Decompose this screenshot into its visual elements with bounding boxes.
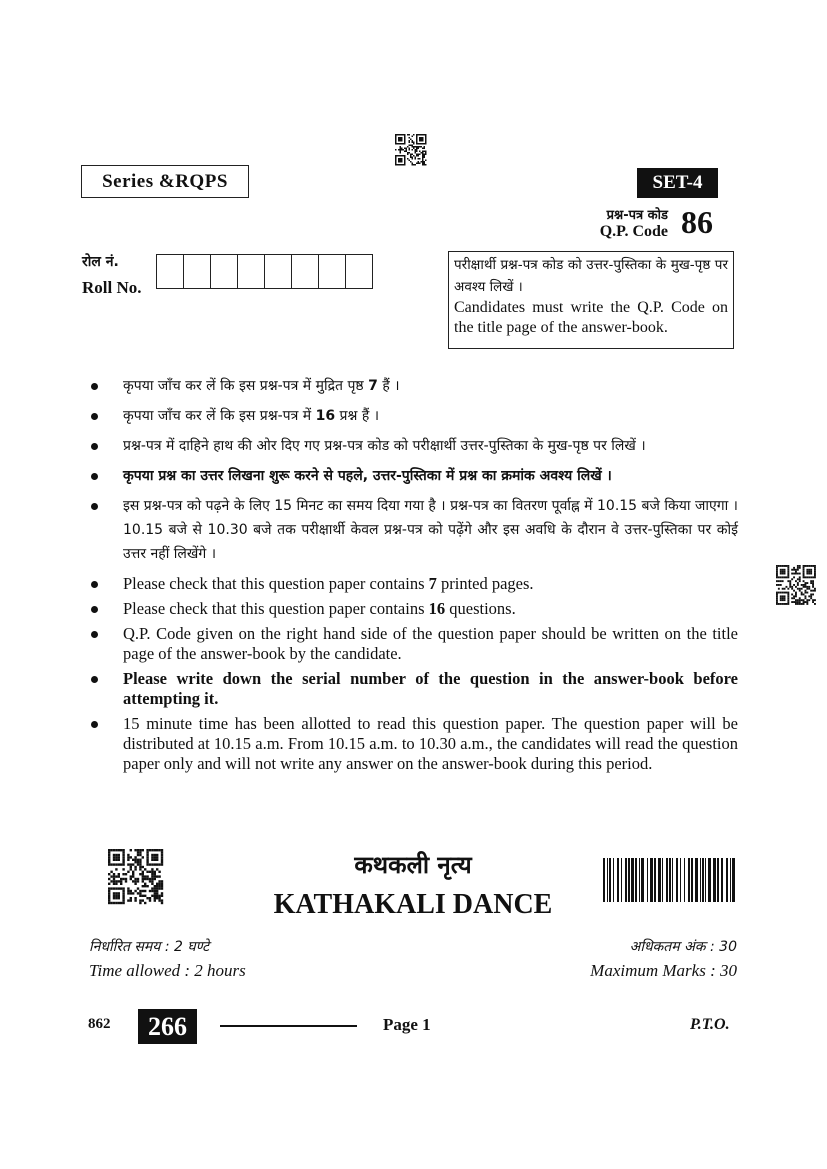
roll-number-cell[interactable] [237,254,265,289]
time-allowed-english: Time allowed : 2 hours [89,961,246,980]
instructions-english [86,574,738,779]
qr-code-icon [776,565,816,605]
qp-code-label-hi: प्रश्न-पत्र कोड [606,208,668,223]
pto-label: P.T.O. [690,1016,730,1033]
qr-code-icon [395,134,427,166]
instruction-item: प्रश्न-पत्र में दाहिने हाथ की ओर दिए गए प्रश्न-पत्र कोड को परीक्षार्थी उत्तर-पुस्तिका के मुख-पृष्ठ पर लिखें । [86,434,738,458]
footer-divider [220,1025,357,1027]
instruction-item: Please check that this question paper contains 16 questions. [86,599,738,619]
note-hi: परीक्षार्थी प्रश्न-पत्र कोड को उत्तर-पुस्तिका के मुख-पृष्ठ पर अवश्य लिखें । [454,257,728,295]
instruction-item: Q.P. Code given on the right hand side of the question paper should be written on the title page of the answer-book by the candidate. [86,624,738,664]
barcode-icon [603,858,736,902]
roll-label-en: Roll No. [82,278,142,297]
instruction-item: कृपया प्रश्न का उत्तर लिखना शुरू करने से पहले, उत्तर-पुस्तिका में प्रश्न का क्रमांक अवश्य लिखें । [86,464,738,488]
page-number: Page 1 [383,1015,431,1034]
time-allowed-hindi: निर्धारित समय : 2 घण्टे [89,939,210,955]
max-marks-hindi: अधिकतम अंक : 30 [629,939,737,955]
series-label: Series &RQPS [81,165,249,198]
roll-number-cell[interactable] [318,254,346,289]
instruction-item: Please check that this question paper contains 7 printed pages. [86,574,738,594]
qr-code-icon [108,849,164,905]
roll-number-cell[interactable] [156,254,184,289]
instruction-item: कृपया जाँच कर लें कि इस प्रश्न-पत्र में 16 प्रश्न हैं । [86,404,738,428]
qp-code-value: 86 [681,204,713,240]
instruction-item: 15 minute time has been allotted to read this question paper. The question paper will be distributed at 10.15 a.m. From 10.15 a.m. to 10.30 a.m., the candidates will read the question paper only and will not write any answer on the answer-book during this period. [86,714,738,774]
instruction-item: इस प्रश्न-पत्र को पढ़ने के लिए 15 मिनट का समय दिया गया है । प्रश्न-पत्र का वितरण पूर्वाह्न में 10.15 बजे किया जाएगा । 10.15 बजे से 10.30 बजे तक परीक्षार्थी केवल प्रश्न-पत्र को पढ़ेंगे और इस अवधि के दौरान वे उत्तर-पुस्तिका पर कोई उत्तर नहीं लिखेंगे । [86,494,738,566]
footer-number-box: 266 [138,1009,197,1044]
instruction-item: कृपया जाँच कर लें कि इस प्रश्न-पत्र में मुद्रित पृष्ठ 7 हैं । [86,374,738,398]
roll-number-cell[interactable] [264,254,292,289]
qp-code-label-en: Q.P. Code [599,223,668,240]
roll-number-cell[interactable] [345,254,373,289]
roll-number-cell[interactable] [291,254,319,289]
qp-code-note [448,251,734,349]
footer-code: 862 [88,1016,111,1032]
note-en: Candidates must write the Q.P. Code on the title page of the answer-book. [454,299,728,336]
roll-number-cell[interactable] [210,254,238,289]
roll-number-cell[interactable] [183,254,211,289]
set-badge: SET-4 [637,168,718,198]
instructions-hindi [86,374,738,572]
max-marks-english: Maximum Marks : 30 [590,961,737,980]
subject-title-english: KATHAKALI DANCE [273,889,553,920]
roll-number-boxes[interactable] [157,254,373,289]
roll-label-hi: रोल नं. [82,254,119,270]
instruction-item: Please write down the serial number of the question in the answer-book before attempting it. [86,669,738,709]
subject-title-hindi: कथकली नृत्य [354,851,472,879]
